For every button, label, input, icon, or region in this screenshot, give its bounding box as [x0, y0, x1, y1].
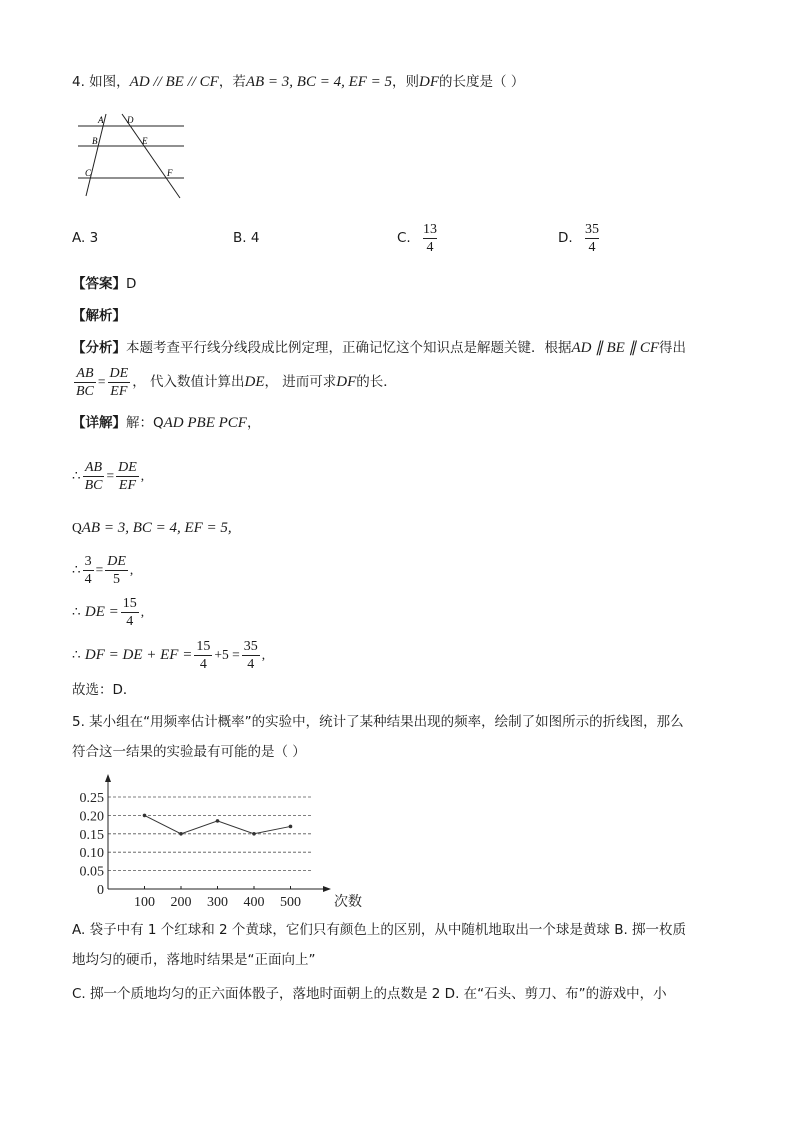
q5-stem-line2: 符合这一结果的实验最有可能的是（ ） — [72, 744, 306, 760]
step-4: ∴ DE = $\frac{15}{4}$ , — [72, 595, 145, 629]
conclusion: 故选：D． — [72, 682, 137, 698]
fenxi-line2: $\frac{AB}{BC}$ = $\frac{DE}{EF}$ ， 代入数值计算出DE， 进而可求DF的长． — [76, 365, 397, 399]
data-point — [143, 814, 147, 818]
y-tick-label: 0.25 — [79, 791, 104, 806]
label-f: F — [167, 168, 173, 178]
x-axis-label: 次数 — [334, 894, 362, 910]
option-c: C. $\frac{13}{4}$ — [397, 221, 438, 255]
label-a: A — [98, 115, 104, 125]
label-b: B — [92, 136, 98, 146]
x-tick-label: 100 — [134, 895, 155, 910]
q4-figure — [72, 110, 187, 202]
x-tick-label: 300 — [207, 895, 228, 910]
y-tick-label: 0.20 — [79, 809, 104, 825]
step-1: ∴ $\frac{AB}{BC}$ = $\frac{DE}{EF}$ , — [72, 459, 145, 493]
option-b: B. 4 — [233, 230, 260, 246]
x-tick-label: 400 — [243, 895, 265, 910]
label-d: D — [127, 115, 134, 125]
option-a: A. 3 — [72, 230, 99, 246]
data-point — [216, 819, 220, 823]
y-tick-label: 0.15 — [79, 827, 104, 843]
y-tick-label: 0.10 — [79, 846, 104, 862]
series-line — [145, 815, 291, 833]
frequency-line-chart — [60, 770, 380, 920]
fenxi-line1: 【分析】本题考查平行线分线段成比例定理，正确记忆这个知识点是解题关键．根据AD ∥ BE ∥ CF得出 — [72, 340, 686, 356]
x-axis-arrow — [323, 886, 331, 892]
data-point — [179, 832, 183, 836]
step-2: QAB = 3, BC = 4, EF = 5, — [72, 520, 232, 536]
q5-option-line1: A. 袋子中有 1 个红球和 2 个黄球，它们只有颜色上的区别，从中随机地取出一个球是黄球 B. 掷一枚质 — [72, 922, 687, 938]
data-point — [252, 832, 256, 836]
step-5: ∴ DF = DE + EF = $\frac{15}{4}$ +5 = $\frac{35}{4}$ , — [72, 638, 266, 672]
y-tick-label: 0 — [97, 883, 104, 898]
xiangjie-line: 【详解】解：QAD PBE PCF， — [72, 415, 261, 431]
q5-stem-line1: 5. 某小组在“用频率估计概率”的实验中，统计了某种结果出现的频率，绘制了如图所示的折线图，那么 — [72, 714, 684, 730]
y-axis-arrow — [105, 774, 111, 782]
q4-stem: 4. 如图，AD // BE // CF，若AB = 3, BC = 4, EF = 5，则DF的长度是（ ） — [72, 74, 525, 90]
x-tick-label: 500 — [280, 895, 301, 910]
x-tick-label: 200 — [170, 895, 192, 910]
step-3: ∴ $\frac{3}{4}$ = $\frac{DE}{5}$ , — [72, 553, 134, 587]
analysis-heading: 【解析】 — [72, 308, 126, 324]
answer-line: 【答案】D — [72, 276, 137, 292]
data-point — [289, 825, 293, 829]
q5-option-line3: C. 掷一个质地均匀的正六面体骰子，落地时面朝上的点数是 2 D. 在“石头、剪刀、布”的游戏中，小 — [72, 986, 667, 1002]
option-d: D. $\frac{35}{4}$ — [558, 221, 599, 255]
label-c: C — [85, 168, 92, 178]
y-tick-label: 0.05 — [79, 864, 104, 880]
label-e: E — [142, 136, 148, 146]
q5-option-line2: 地均匀的硬币，落地时结果是“正面向上” — [72, 952, 316, 968]
